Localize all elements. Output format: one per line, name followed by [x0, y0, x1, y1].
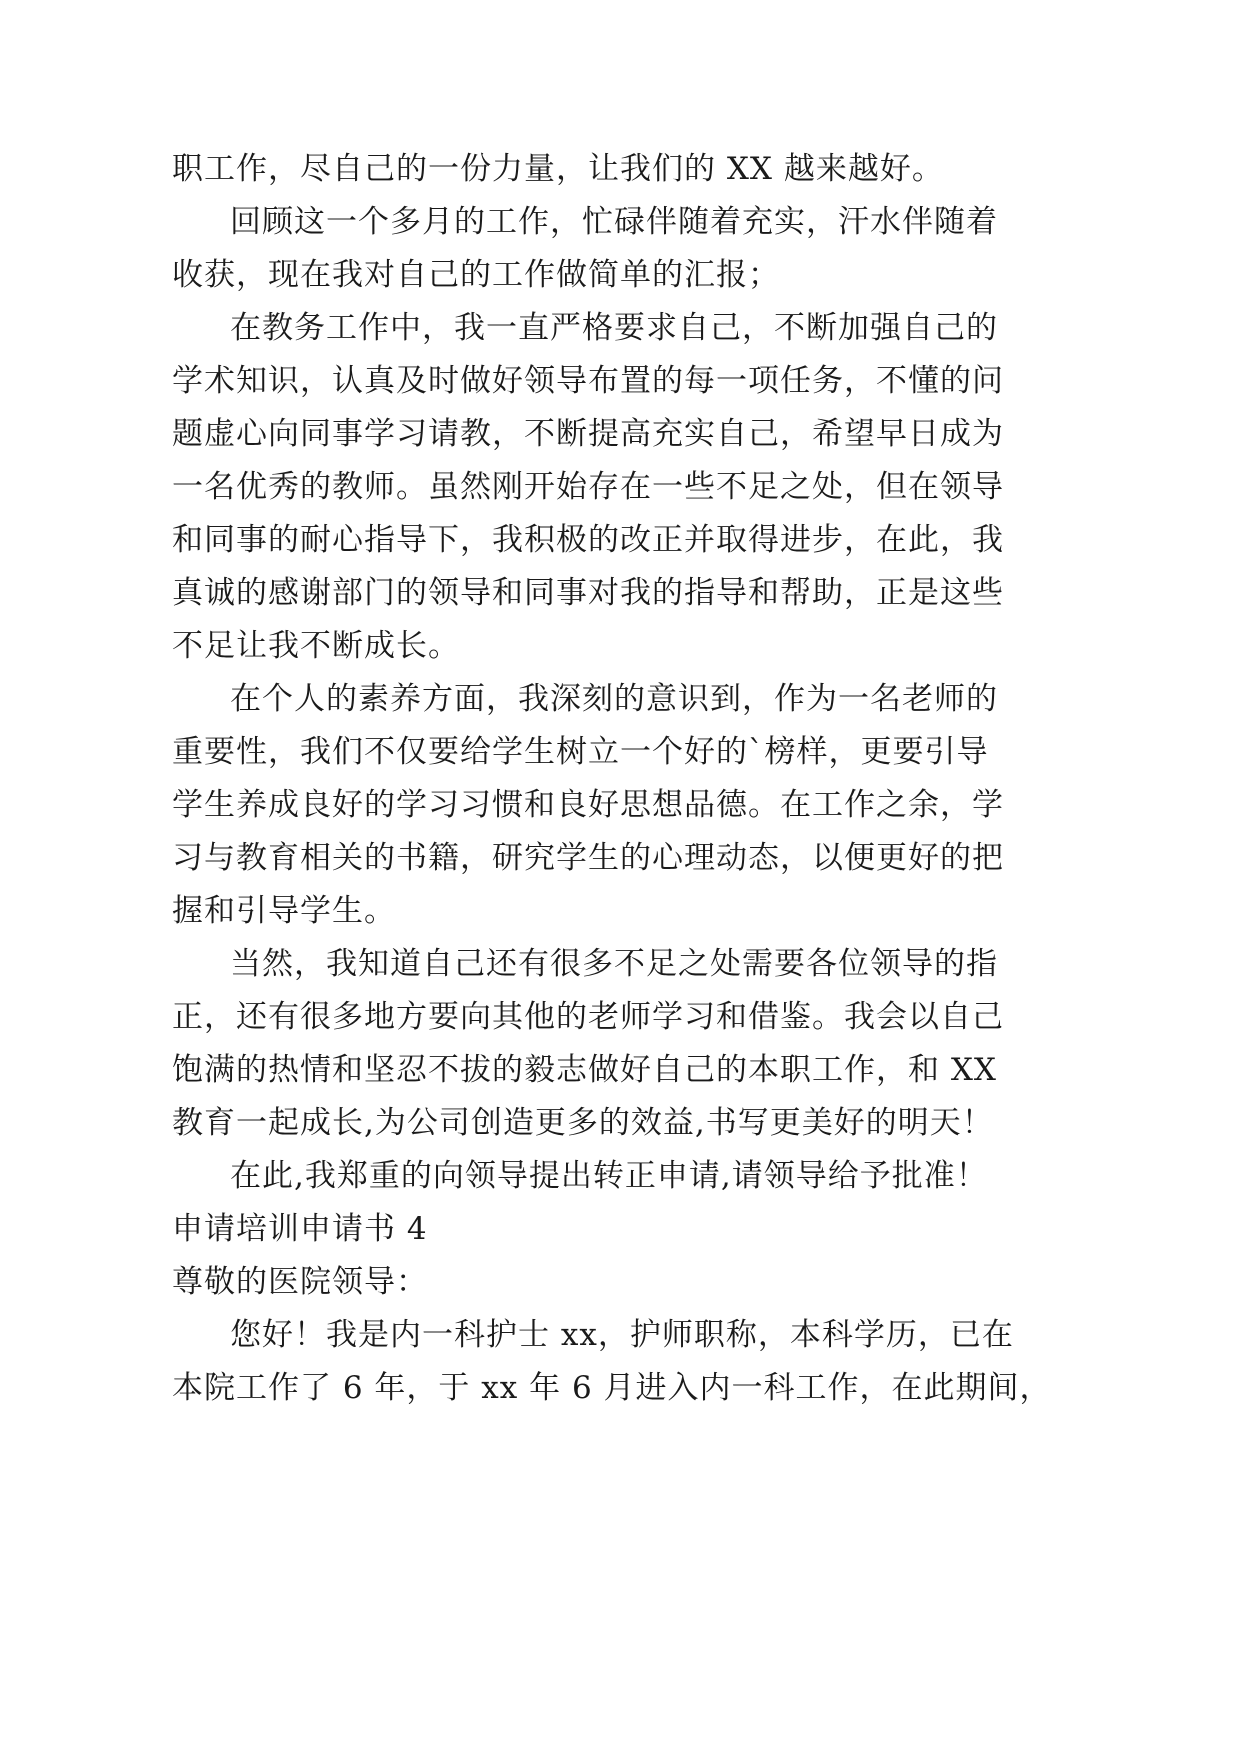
text-line-content: 学生养成良好的学习习惯和良好思想品德。在工作之余，学 [172, 787, 1004, 823]
text-line-content: 握和引导学生。 [172, 893, 396, 929]
text-line-content: 重要性，我们不仅要给学生树立一个好的`榜样，更要引导 [172, 734, 989, 770]
text-line-content: 您好！我是内一科护士 xx，护师职称，本科学历，已在 [230, 1317, 1014, 1353]
text-line-content: 饱满的热情和坚忍不拔的毅志做好自己的本职工作，和 XX [172, 1052, 997, 1088]
text-line-content: 教育一起成长,为公司创造更多的效益,书写更美好的明天！ [172, 1105, 994, 1141]
text-line [0, 1353, 1241, 1423]
text-line-content: 题虚心向同事学习请教，不断提高充实自己，希望早日成为 [172, 416, 1004, 452]
text-line-content: 一名优秀的教师。虽然刚开始存在一些不足之处，但在领导 [172, 469, 1004, 505]
section-heading-text: 申请培训申请书 4 [172, 1211, 428, 1247]
text-line-content: 在此,我郑重的向领导提出转正申请,请领导给予批准！ [230, 1158, 988, 1194]
text-line-content: 职工作，尽自己的一份力量，让我们的 XX 越来越好。 [172, 151, 944, 187]
text-line-content: 回顾这一个多月的工作，忙碌伴随着充实，汗水伴随着 [230, 204, 998, 240]
text-line-content: 本院工作了 6 年，于 xx 年 6 月进入内一科工作，在此期间， [172, 1370, 1052, 1406]
text-line-content: 当然，我知道自己还有很多不足之处需要各位领导的指 [230, 946, 998, 982]
text-line-content: 在个人的素养方面，我深刻的意识到，作为一名老师的 [230, 681, 998, 717]
text-line-content: 和同事的耐心指导下，我积极的改正并取得进步，在此，我 [172, 522, 1004, 558]
text-line-content: 学术知识，认真及时做好领导布置的每一项任务，不懂的问 [172, 363, 1004, 399]
text-line-content: 不足让我不断成长。 [172, 628, 460, 664]
text-line-content: 正，还有很多地方要向其他的老师学习和借鉴。我会以自己 [172, 999, 1004, 1035]
text-line-content: 真诚的感谢部门的领导和同事对我的指导和帮助，正是这些 [172, 575, 1004, 611]
text-line-content: 习与教育相关的书籍，研究学生的心理动态，以便更好的把 [172, 840, 1004, 876]
text-line-content: 在教务工作中，我一直严格要求自己，不断加强自己的 [230, 310, 998, 346]
salutation-text: 尊敬的医院领导： [172, 1264, 428, 1300]
text-line-content: 收获，现在我对自己的工作做简单的汇报； [172, 257, 780, 293]
